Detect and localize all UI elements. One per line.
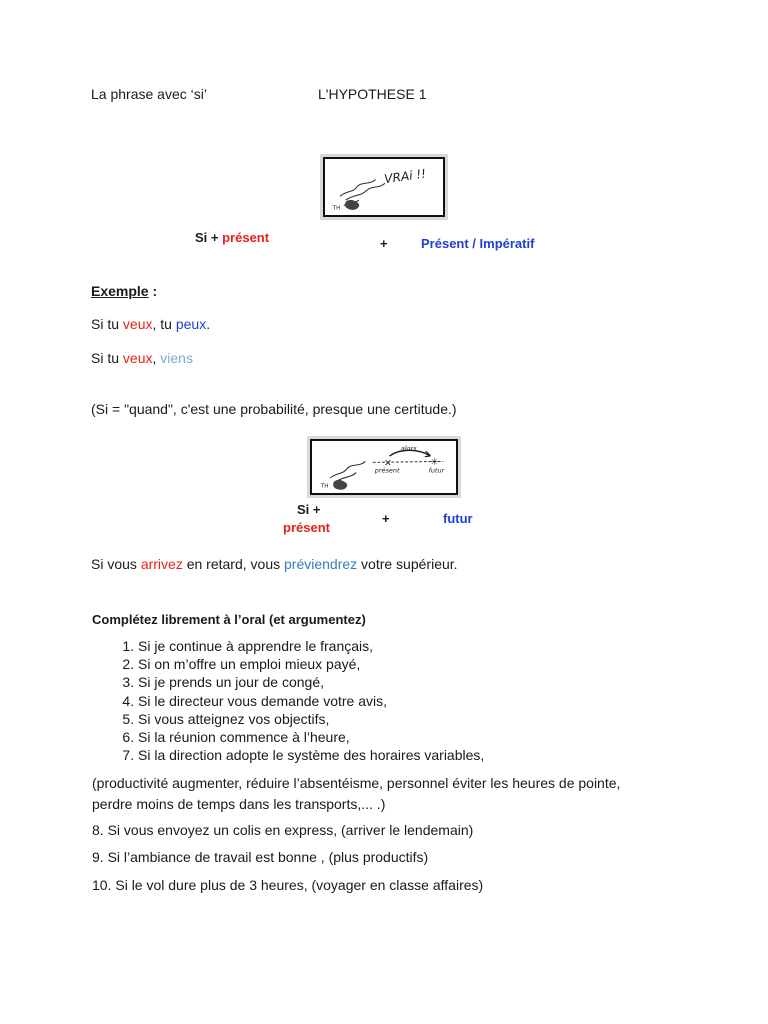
list-item: 2. Si on m’offre un emploi mieux payé,	[138, 655, 484, 673]
examples-heading: Exemple :	[91, 283, 158, 299]
exercise-title: Complétez librement à l’oral (et argumentez)	[92, 612, 366, 627]
list-item: 4. Si le directeur vous demande votre avis,	[138, 692, 484, 710]
list-item: 1. Si je continue à apprendre le français,	[138, 637, 484, 655]
svg-text:✕: ✕	[384, 458, 392, 470]
rule1-result: Présent / Impératif	[421, 236, 535, 251]
rule1-si-plus: Si +	[195, 230, 223, 245]
exercise-hint: (productivité augmenter, réduire l’absentéisme, personnel éviter les heures de pointe, perdre moins de temps dans les transports,... .)	[92, 775, 621, 812]
futur-label: futur	[428, 466, 445, 475]
vrai-label: VRAi !!	[383, 166, 427, 187]
present-label: présent	[374, 466, 400, 475]
rule2-plus: +	[382, 511, 390, 526]
rule2-present: présent	[283, 520, 330, 535]
exercise-list	[92, 637, 484, 764]
example-2: Si tu veux, viens	[91, 350, 193, 366]
vrai-sketch-image	[320, 154, 448, 220]
timeline-sketch-image	[307, 436, 461, 498]
example-1: Si tu veux, tu peux.	[91, 316, 211, 332]
exercise-item-8: 8. Si vous envoyez un colis en express, (arriver le lendemain)	[92, 822, 474, 838]
rule2-si-plus: Si +	[297, 502, 321, 517]
list-item: 3. Si je prends un jour de congé,	[138, 673, 484, 691]
rule1-present: présent	[222, 230, 270, 245]
list-item: 6. Si la réunion commence à l’heure,	[138, 728, 484, 746]
rule2-result: futur	[443, 511, 473, 526]
svg-text:TH: TH	[332, 205, 341, 212]
header-right: L'HYPOTHESE 1	[318, 86, 427, 102]
rule1-condition	[195, 230, 269, 245]
example-3: Si vous arrivez en retard, vous préviendrez votre supérieur.	[91, 556, 458, 572]
svg-text:✳: ✳	[430, 457, 439, 469]
rule1-plus: +	[380, 236, 388, 251]
svg-text:TH: TH	[320, 483, 329, 490]
exercise-item-10: 10. Si le vol dure plus de 3 heures, (voyager en classe affaires)	[92, 877, 484, 893]
list-item: 7. Si la direction adopte le système des horaires variables,	[138, 746, 484, 764]
header-left: La phrase avec ‘si’	[91, 86, 207, 102]
alors-label: alors	[400, 444, 417, 453]
examples-note: (Si = "quand", c'est une probabilité, presque une certitude.)	[91, 401, 457, 417]
list-item: 5. Si vous atteignez vos objectifs,	[138, 710, 484, 728]
exercise-item-9: 9. Si l’ambiance de travail est bonne , (plus productifs)	[92, 849, 429, 865]
